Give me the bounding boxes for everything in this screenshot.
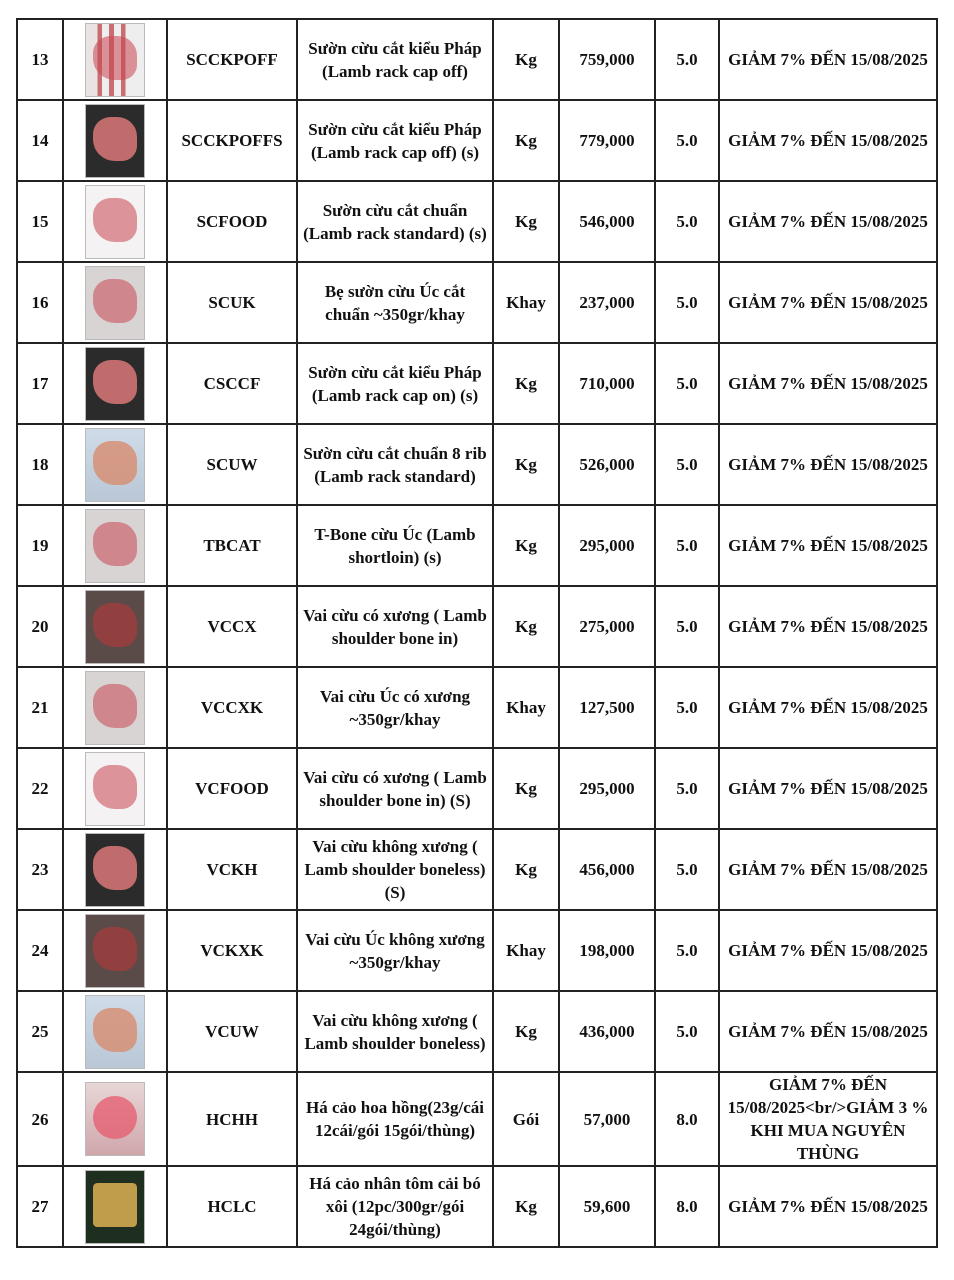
product-image: [63, 1072, 167, 1166]
unit-price: 710,000: [559, 343, 655, 424]
table-row: [17, 181, 937, 262]
product-photo: [85, 833, 145, 907]
product-photo: [85, 1170, 145, 1244]
product-image: [63, 19, 167, 100]
product-photo: [85, 347, 145, 421]
product-photo: [85, 104, 145, 178]
row-number: 18: [17, 424, 63, 505]
product-image: [63, 100, 167, 181]
product-name: Vai cừu Úc có xương ~350gr/khay: [297, 667, 493, 748]
vat-rate: 5.0: [655, 991, 719, 1072]
row-number: 13: [17, 19, 63, 100]
product-photo: [85, 266, 145, 340]
product-code: VCCXK: [167, 667, 297, 748]
row-number: 15: [17, 181, 63, 262]
price-table: [16, 18, 938, 1248]
row-number: 26: [17, 1072, 63, 1166]
product-photo: [85, 671, 145, 745]
unit-price: 57,000: [559, 1072, 655, 1166]
discount-note: GIẢM 7% ĐẾN 15/08/2025: [719, 991, 937, 1072]
table-row: [17, 667, 937, 748]
table-row: [17, 262, 937, 343]
discount-note: GIẢM 7% ĐẾN 15/08/2025: [719, 424, 937, 505]
product-name: T-Bone cừu Úc (Lamb shortloin) (s): [297, 505, 493, 586]
product-name: Sườn cừu cắt kiểu Pháp (Lamb rack cap off): [297, 19, 493, 100]
product-photo: [85, 752, 145, 826]
row-number: 22: [17, 748, 63, 829]
product-name: Há cảo nhân tôm cải bó xôi (12pc/300gr/gói 24gói/thùng): [297, 1166, 493, 1247]
unit: Khay: [493, 262, 559, 343]
vat-rate: 5.0: [655, 748, 719, 829]
table-row: [17, 586, 937, 667]
product-image: [63, 424, 167, 505]
unit-price: 295,000: [559, 748, 655, 829]
unit: Khay: [493, 667, 559, 748]
vat-rate: 5.0: [655, 424, 719, 505]
table-body: [17, 19, 937, 1247]
row-number: 20: [17, 586, 63, 667]
unit-price: 275,000: [559, 586, 655, 667]
product-photo: [85, 23, 145, 97]
vat-rate: 8.0: [655, 1166, 719, 1247]
vat-rate: 5.0: [655, 910, 719, 991]
table-row: [17, 1072, 937, 1166]
unit: Kg: [493, 586, 559, 667]
discount-note: GIẢM 7% ĐẾN 15/08/2025: [719, 100, 937, 181]
product-name: Vai cừu Úc không xương ~350gr/khay: [297, 910, 493, 991]
product-code: SCFOOD: [167, 181, 297, 262]
product-image: [63, 667, 167, 748]
discount-note: GIẢM 7% ĐẾN 15/08/2025: [719, 748, 937, 829]
vat-rate: 5.0: [655, 100, 719, 181]
product-image: [63, 829, 167, 910]
product-code: TBCAT: [167, 505, 297, 586]
unit-price: 779,000: [559, 100, 655, 181]
product-photo: [85, 590, 145, 664]
product-name: Bẹ sườn cừu Úc cắt chuẩn ~350gr/khay: [297, 262, 493, 343]
table-row: [17, 505, 937, 586]
discount-note: GIẢM 7% ĐẾN 15/08/2025: [719, 829, 937, 910]
discount-note: GIẢM 7% ĐẾN 15/08/2025: [719, 181, 937, 262]
unit-price: 127,500: [559, 667, 655, 748]
discount-note: GIẢM 7% ĐẾN 15/08/2025: [719, 910, 937, 991]
row-number: 24: [17, 910, 63, 991]
product-name: Sườn cừu cắt chuẩn 8 rib (Lamb rack standard): [297, 424, 493, 505]
vat-rate: 5.0: [655, 343, 719, 424]
unit: Kg: [493, 1166, 559, 1247]
discount-note: GIẢM 7% ĐẾN 15/08/2025: [719, 1166, 937, 1247]
product-code: HCHH: [167, 1072, 297, 1166]
unit-price: 436,000: [559, 991, 655, 1072]
product-name: Vai cừu có xương ( Lamb shoulder bone in) (S): [297, 748, 493, 829]
discount-note: GIẢM 7% ĐẾN 15/08/2025: [719, 19, 937, 100]
product-image: [63, 505, 167, 586]
vat-rate: 8.0: [655, 1072, 719, 1166]
product-photo: [85, 428, 145, 502]
discount-note: GIẢM 7% ĐẾN 15/08/2025: [719, 667, 937, 748]
table-row: [17, 910, 937, 991]
product-photo: [85, 185, 145, 259]
vat-rate: 5.0: [655, 829, 719, 910]
product-code: SCUK: [167, 262, 297, 343]
discount-note: GIẢM 7% ĐẾN 15/08/2025<br/>GIẢM 3 % KHI MUA NGUYÊN THÙNG: [719, 1072, 937, 1166]
row-number: 27: [17, 1166, 63, 1247]
product-code: HCLC: [167, 1166, 297, 1247]
vat-rate: 5.0: [655, 19, 719, 100]
vat-rate: 5.0: [655, 667, 719, 748]
product-code: SCCKPOFF: [167, 19, 297, 100]
product-image: [63, 262, 167, 343]
row-number: 21: [17, 667, 63, 748]
product-name: Sườn cừu cắt kiểu Pháp (Lamb rack cap off) (s): [297, 100, 493, 181]
product-code: VCKXK: [167, 910, 297, 991]
product-code: VCUW: [167, 991, 297, 1072]
unit-price: 526,000: [559, 424, 655, 505]
product-code: CSCCF: [167, 343, 297, 424]
product-image: [63, 991, 167, 1072]
product-photo: [85, 914, 145, 988]
product-code: SCUW: [167, 424, 297, 505]
product-code: VCCX: [167, 586, 297, 667]
unit: Kg: [493, 100, 559, 181]
row-number: 14: [17, 100, 63, 181]
unit: Kg: [493, 505, 559, 586]
unit: Kg: [493, 991, 559, 1072]
row-number: 16: [17, 262, 63, 343]
table-row: [17, 991, 937, 1072]
product-image: [63, 910, 167, 991]
unit-price: 59,600: [559, 1166, 655, 1247]
product-name: Sườn cừu cắt chuẩn (Lamb rack standard) (s): [297, 181, 493, 262]
product-image: [63, 748, 167, 829]
table-row: [17, 424, 937, 505]
unit: Kg: [493, 748, 559, 829]
product-name: Sườn cừu cắt kiểu Pháp (Lamb rack cap on) (s): [297, 343, 493, 424]
discount-note: GIẢM 7% ĐẾN 15/08/2025: [719, 343, 937, 424]
product-image: [63, 586, 167, 667]
table-row: [17, 829, 937, 910]
unit: Kg: [493, 829, 559, 910]
vat-rate: 5.0: [655, 586, 719, 667]
discount-note: GIẢM 7% ĐẾN 15/08/2025: [719, 586, 937, 667]
discount-note: GIẢM 7% ĐẾN 15/08/2025: [719, 505, 937, 586]
row-number: 19: [17, 505, 63, 586]
vat-rate: 5.0: [655, 262, 719, 343]
unit: Kg: [493, 181, 559, 262]
product-name: Vai cừu có xương ( Lamb shoulder bone in): [297, 586, 493, 667]
product-name: Vai cừu không xương ( Lamb shoulder boneless) (S): [297, 829, 493, 910]
unit: Kg: [493, 424, 559, 505]
product-image: [63, 343, 167, 424]
unit-price: 198,000: [559, 910, 655, 991]
unit-price: 237,000: [559, 262, 655, 343]
unit: Gói: [493, 1072, 559, 1166]
unit: Khay: [493, 910, 559, 991]
table-row: [17, 1166, 937, 1247]
unit-price: 759,000: [559, 19, 655, 100]
unit-price: 295,000: [559, 505, 655, 586]
table-row: [17, 343, 937, 424]
row-number: 25: [17, 991, 63, 1072]
unit: Kg: [493, 343, 559, 424]
product-photo: [85, 509, 145, 583]
product-code: VCKH: [167, 829, 297, 910]
unit-price: 546,000: [559, 181, 655, 262]
row-number: 17: [17, 343, 63, 424]
product-name: Há cảo hoa hồng(23g/cái 12cái/gói 15gói/thùng): [297, 1072, 493, 1166]
vat-rate: 5.0: [655, 505, 719, 586]
product-photo: [85, 995, 145, 1069]
row-number: 23: [17, 829, 63, 910]
product-photo: [85, 1082, 145, 1156]
product-image: [63, 1166, 167, 1247]
product-name: Vai cừu không xương ( Lamb shoulder boneless): [297, 991, 493, 1072]
discount-note: GIẢM 7% ĐẾN 15/08/2025: [719, 262, 937, 343]
table-row: [17, 748, 937, 829]
unit-price: 456,000: [559, 829, 655, 910]
product-code: VCFOOD: [167, 748, 297, 829]
product-code: SCCKPOFFS: [167, 100, 297, 181]
vat-rate: 5.0: [655, 181, 719, 262]
table-row: [17, 19, 937, 100]
product-image: [63, 181, 167, 262]
table-row: [17, 100, 937, 181]
unit: Kg: [493, 19, 559, 100]
